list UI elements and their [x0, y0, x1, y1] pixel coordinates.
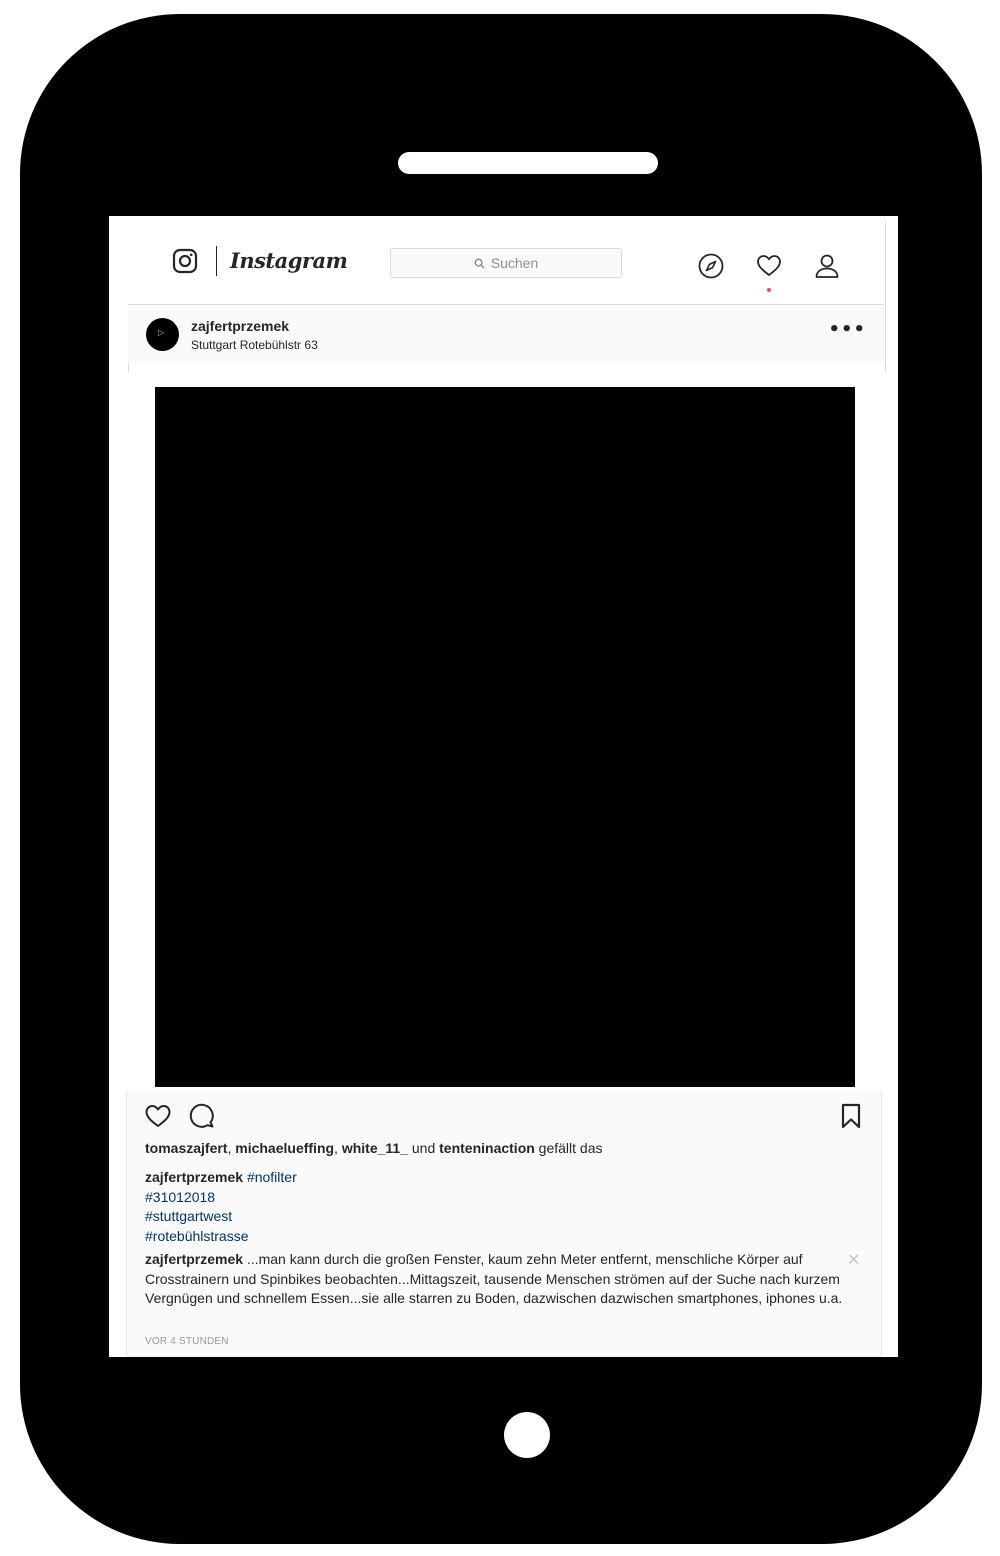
comment-bubble-icon[interactable] [188, 1102, 216, 1130]
hashtag-link[interactable]: #rotebühlstrasse [145, 1227, 249, 1244]
hashtag-link[interactable]: #31012018 [145, 1188, 216, 1205]
post-timestamp[interactable]: VOR 4 STUNDEN [145, 1336, 229, 1347]
app-screen [109, 216, 898, 1357]
post-caption [145, 1168, 297, 1246]
more-options-icon[interactable]: ••• [828, 319, 866, 340]
post-footer [126, 1092, 882, 1357]
profile-icon[interactable] [813, 252, 841, 280]
top-nav [128, 222, 884, 305]
home-button[interactable] [504, 1412, 550, 1458]
bookmark-icon[interactable] [839, 1102, 863, 1130]
post-username[interactable]: zajfertprzemek [191, 318, 290, 334]
post-image[interactable] [155, 387, 855, 1087]
notification-dot [767, 288, 771, 292]
likes-conjunction: und [407, 1140, 440, 1156]
post-location[interactable]: Stuttgart Rotebühlstr 63 [191, 338, 318, 352]
comment [145, 1250, 845, 1309]
hashtag-link[interactable]: #nofilter [246, 1169, 297, 1185]
likes-separator: , [334, 1140, 342, 1156]
explore-compass-icon[interactable] [697, 252, 725, 280]
hashtag-link[interactable]: #stuttgartwest [145, 1208, 233, 1224]
likes-suffix: gefällt das [534, 1140, 603, 1156]
avatar[interactable] [146, 318, 179, 351]
liker-link[interactable]: michaelueffing [235, 1140, 335, 1156]
instagram-wordmark[interactable]: Instagram [230, 248, 348, 273]
comment-text: ...man kann durch die großen Fenster, kaum zehn Meter entfernt, menschliche Körper auf Crosstrainern und Spinbikes beobachten...Mittagszeit, tausende Menschen strömen auf der Suche nach kurzem Vergnügen und schnellem Essen...sie alle starren zu Boden, dazwischen dazwischen smartphones, iphones u.a. [145, 1251, 843, 1306]
avatar-mark: ▷ [158, 328, 165, 337]
caption-author[interactable]: zajfertprzemek [145, 1169, 244, 1185]
post-header [128, 305, 884, 363]
liker-link[interactable]: tomaszajfert [145, 1140, 228, 1156]
activity-heart-icon[interactable] [755, 252, 783, 280]
liker-link[interactable]: tenteninaction [439, 1140, 535, 1156]
phone-speaker [398, 152, 658, 174]
search-icon [474, 258, 485, 269]
liker-link[interactable]: white_11_ [341, 1140, 408, 1156]
search-placeholder: Suchen [490, 255, 539, 271]
close-icon[interactable]: ✕ [847, 1252, 861, 1269]
likes-separator: , [227, 1140, 236, 1156]
search-input[interactable] [390, 248, 622, 278]
comment-author[interactable]: zajfertprzemek [145, 1251, 244, 1267]
like-heart-icon[interactable] [144, 1102, 172, 1130]
likes-summary [145, 1140, 603, 1156]
logo-divider [216, 246, 217, 276]
instagram-logo-icon[interactable] [172, 248, 198, 274]
